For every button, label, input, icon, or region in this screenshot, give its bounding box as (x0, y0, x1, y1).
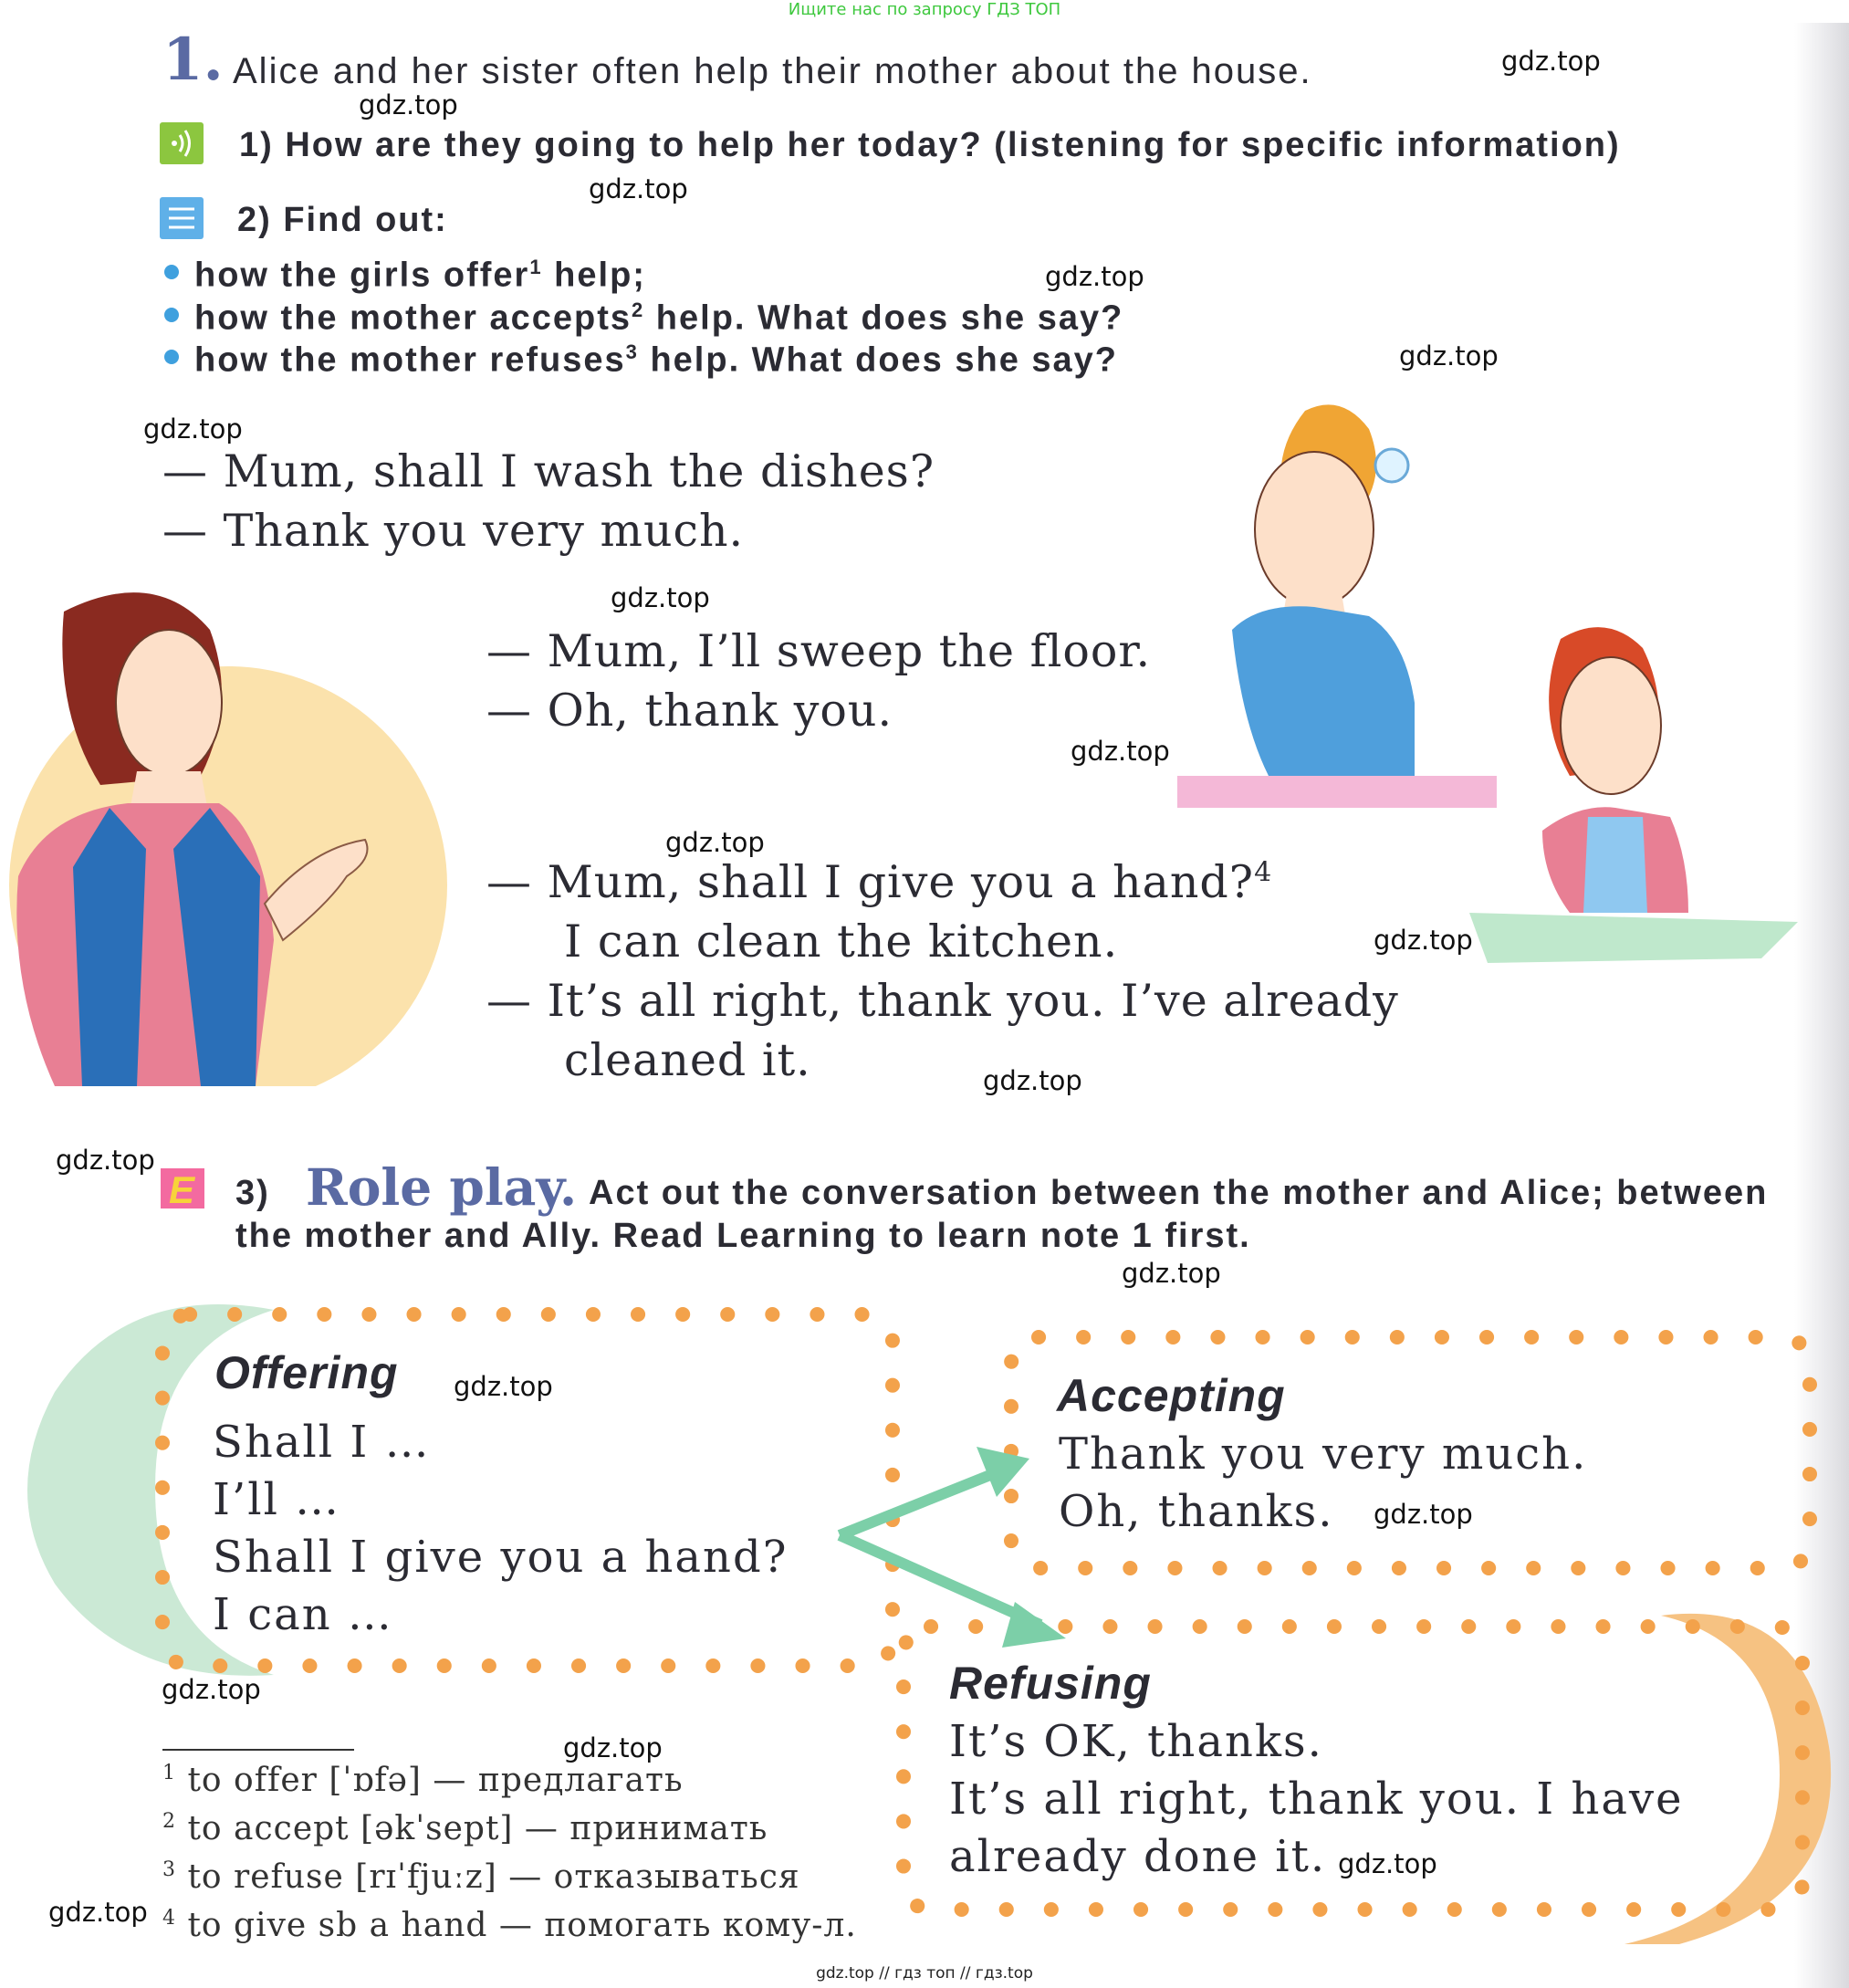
watermark: gdz.top (1374, 925, 1473, 956)
watermark: gdz.top (48, 1897, 148, 1928)
role-play-title: Role play. (306, 1157, 578, 1217)
refusing-line: It’s OK, thanks. (949, 1716, 1323, 1767)
watermark: gdz.top (611, 582, 710, 613)
dialogue-1-line-1: — Mum, shall I wash the dishes? (162, 445, 935, 497)
bullet-item: how the mother accepts$^2$ help. What does she say? (194, 298, 1124, 338)
svg-text:E: E (169, 1168, 195, 1208)
dialogue-2-line-2: — Oh, thank you. (486, 685, 893, 737)
dialogue-3-line-4: cleaned it. (564, 1034, 811, 1086)
header-note: Ищите нас по запросу ГДЗ ТОП (788, 0, 1061, 19)
arrow-accepting (840, 1447, 1029, 1535)
watermark: gdz.top (665, 827, 765, 858)
task-1: 1) How are they going to help her today? (listening for specific information) (239, 126, 1621, 164)
watermark: gdz.top (359, 89, 458, 120)
footnote: $^1$ to offer [ˈɒfə] — предлагать (162, 1762, 684, 1799)
watermark: gdz.top (1338, 1848, 1437, 1879)
footer-note: gdz.top // гдз топ // гдз.top (816, 1964, 1033, 1983)
watermark: gdz.top (589, 173, 688, 204)
role-play-number: 3) (235, 1174, 270, 1212)
role-play-text-2: the mother and Ally. Read Learning to learn note 1 first. (235, 1217, 1251, 1255)
offering-line: I’ll … (213, 1474, 341, 1525)
refusing-title: Refusing (949, 1658, 1152, 1709)
dialogue-3-line-1: — Mum, shall I give you a hand?$^4$ (486, 856, 1273, 908)
offering-line: Shall I give you a hand? (213, 1532, 789, 1583)
watermark: gdz.top (143, 413, 243, 445)
watermark: gdz.top (56, 1145, 155, 1176)
dialogue-2-line-1: — Mum, I’ll sweep the floor. (486, 625, 1152, 677)
watermark: gdz.top (1122, 1258, 1221, 1289)
watermark: gdz.top (563, 1732, 663, 1763)
arrow-refusing (840, 1535, 1066, 1648)
accepting-line: Oh, thanks. (1059, 1486, 1334, 1537)
accepting-title: Accepting (1057, 1370, 1286, 1421)
dialogue-3-line-3: — It’s all right, thank you. I’ve already (486, 975, 1399, 1027)
refusing-line: It’s all right, thank you. I have (949, 1774, 1684, 1825)
exercise-number: 1. (162, 26, 224, 94)
watermark: gdz.top (1071, 736, 1170, 767)
footnote: $^3$ to refuse [rɪˈfjuːz] — отказываться (162, 1858, 800, 1896)
refusing-line: already done it. (949, 1831, 1327, 1882)
watermark: gdz.top (454, 1371, 553, 1402)
offering-line: Shall I … (213, 1417, 431, 1468)
bullet-item: how the mother refuses$^3$ help. What does she say? (194, 340, 1119, 380)
bullet-item: how the girls offer$^1$ help; (194, 256, 646, 295)
watermark: gdz.top (983, 1065, 1082, 1096)
footnote: $^4$ to give sb a hand — помогать кому-л. (162, 1907, 857, 1944)
dialogue-1-line-2: — Thank you very much. (162, 505, 745, 557)
watermark: gdz.top (1399, 340, 1499, 371)
watermark: gdz.top (1501, 46, 1601, 77)
offering-line: I can … (213, 1589, 393, 1640)
watermark: gdz.top (162, 1674, 261, 1705)
footnote-divider (162, 1749, 354, 1751)
role-play-text-1: Act out the conversation between the mother and Alice; between (589, 1174, 1769, 1212)
exercise-intro: Alice and her sister often help their mother about the house. (233, 51, 1312, 91)
accepting-line: Thank you very much. (1059, 1428, 1588, 1480)
task-2: 2) Find out: (237, 201, 448, 239)
offering-title: Offering (214, 1347, 399, 1398)
watermark: gdz.top (1045, 261, 1144, 292)
watermark: gdz.top (1374, 1499, 1473, 1530)
footnote: $^2$ to accept [əkˈsept] — принимать (162, 1810, 768, 1847)
dialogue-3-line-2: I can clean the kitchen. (564, 916, 1119, 968)
